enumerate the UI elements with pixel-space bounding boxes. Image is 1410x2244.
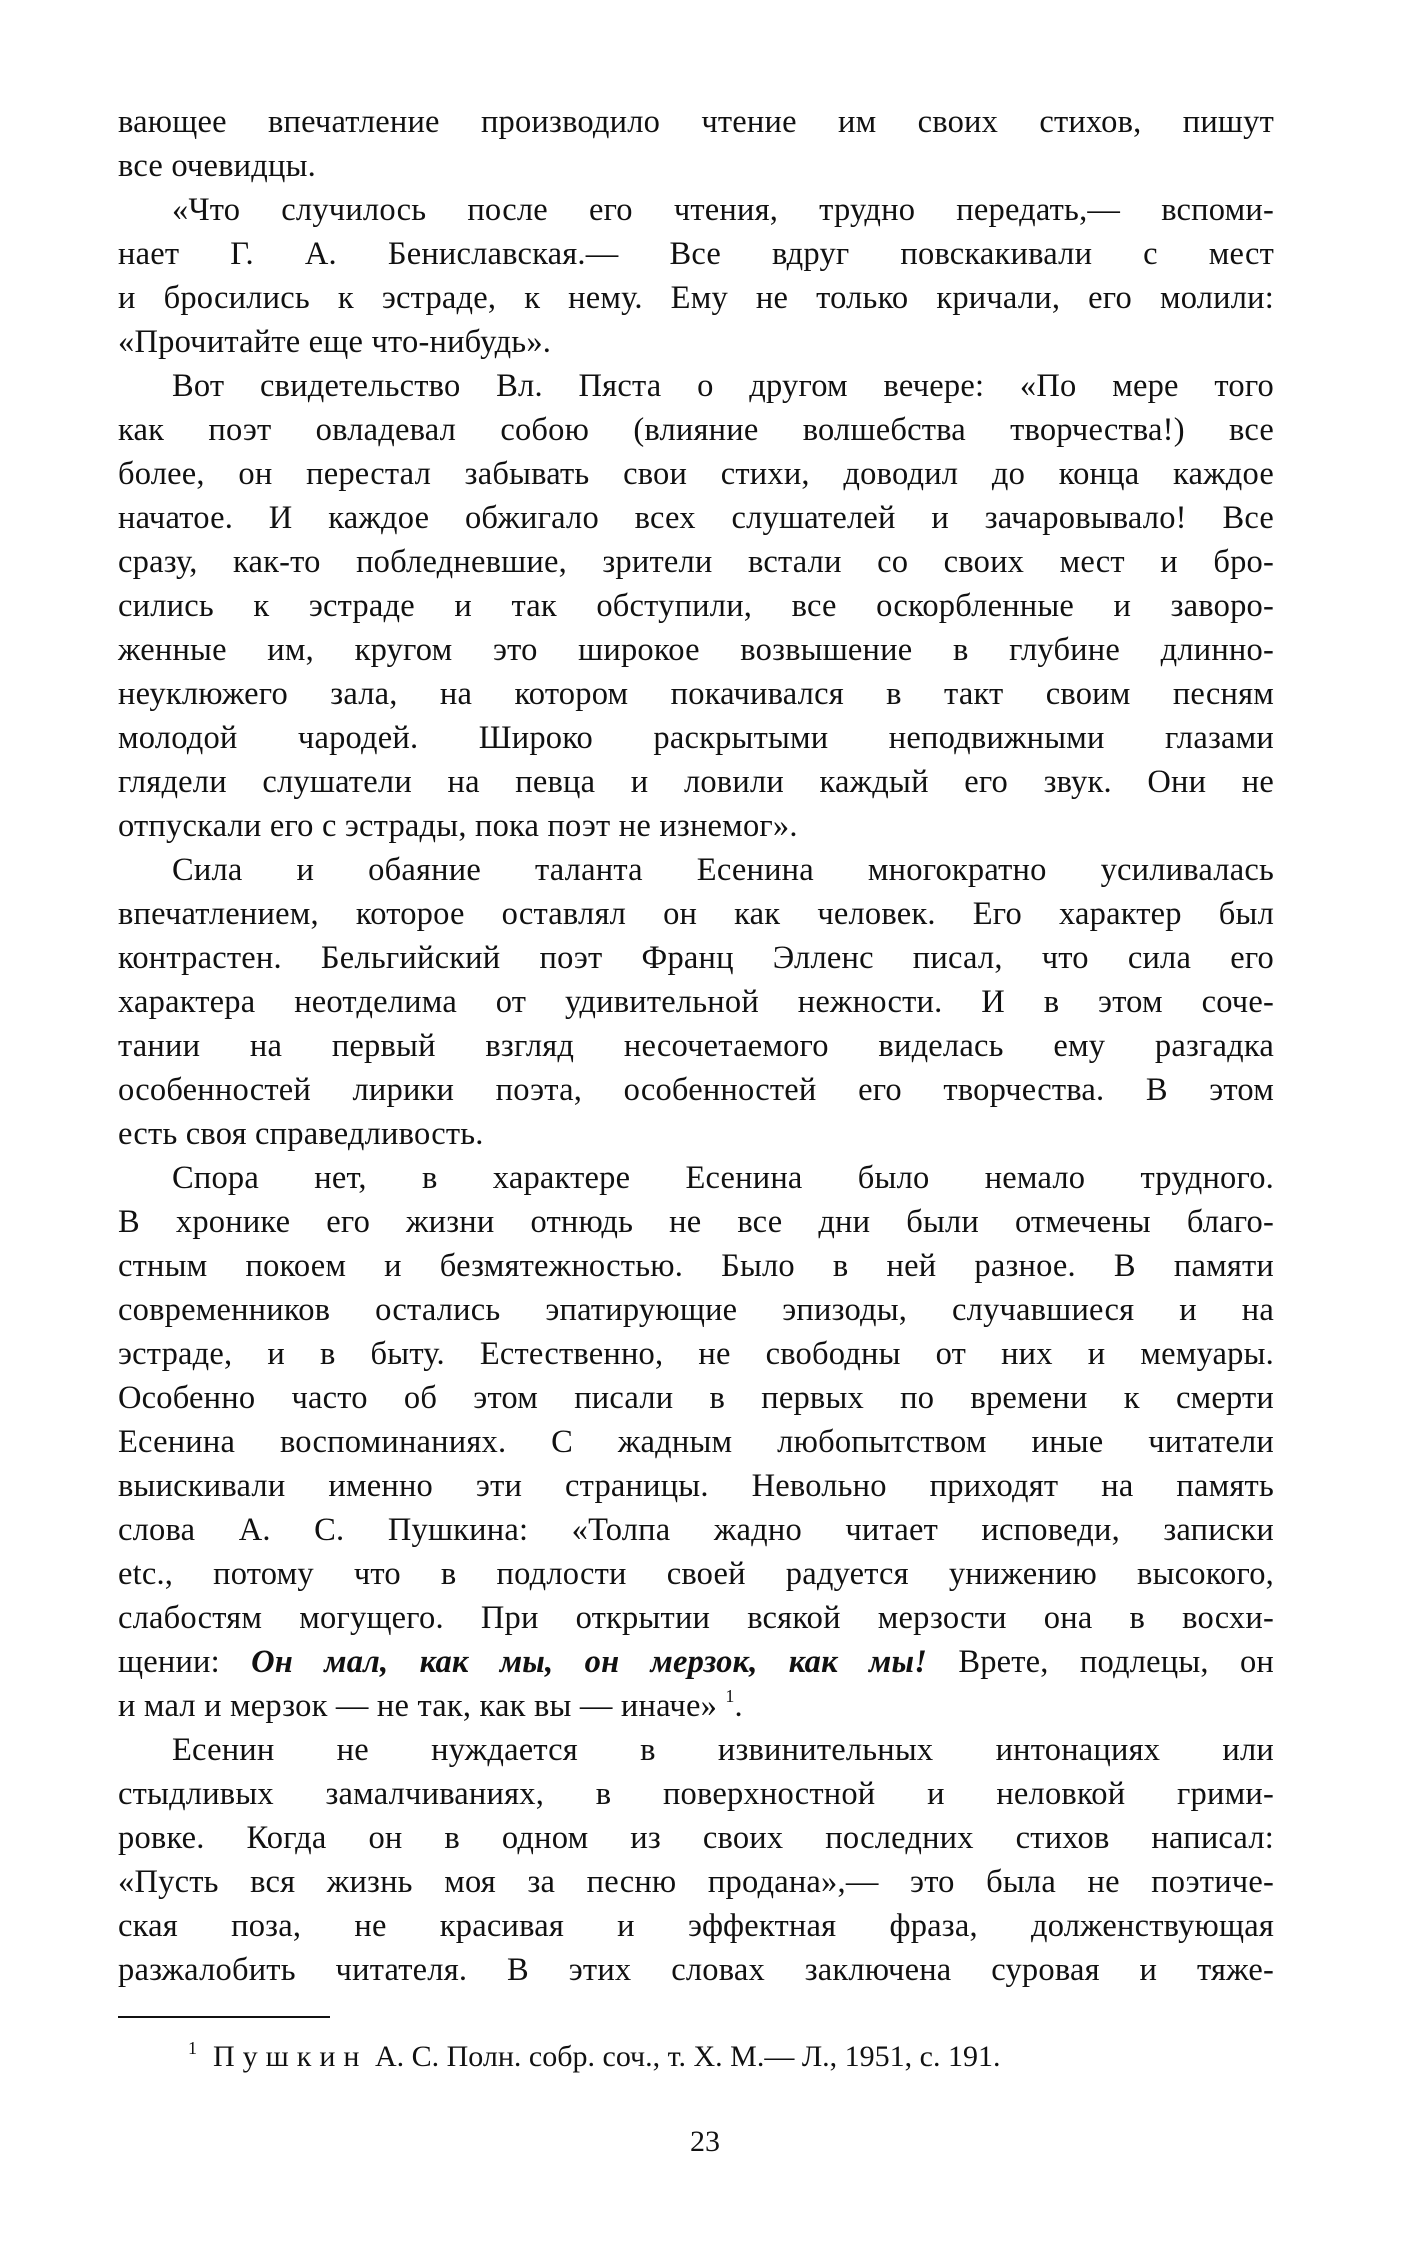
text-line: «Прочитайте еще что-нибудь». [118,324,552,360]
text-line: ская поза, не красивая и эффектная фраза, долженствующая [118,1908,1274,1944]
text-line: Вот свидетельство Вл. Пяста о другом вечере: «По мере того [172,368,1274,404]
text-line: нает Г. А. Бениславская.— Все вдруг повскакивали с мест [118,236,1274,272]
text-line: Спора нет, в характере Есенина было немало трудного. [172,1160,1274,1196]
text-run: Врете, подлецы, он [927,1644,1274,1680]
text-line: Есенин не нуждается в извинительных интонациях или [172,1732,1274,1768]
text-line: есть своя справедливость. [118,1116,484,1152]
footnote-reference: 1 [725,1686,735,1706]
text-line: глядели слушатели на певца и ловили каждый его звук. Они не [118,764,1274,800]
text-line-mixed [118,1684,1274,1728]
text-line: сразу, как-то побледневшие, зрители встали со своих мест и бро- [118,544,1274,580]
footnote [188,2028,1001,2077]
text-line: контрастен. Бельгийский поэт Франц Элленс писал, что сила его [118,940,1274,976]
text-line: Сила и обаяние таланта Есенина многократно усиливалась [172,852,1274,888]
text-line: отпускали его с эстрады, пока поэт не изнемог». [118,808,798,844]
text-line: и бросились к эстраде, к нему. Ему не только кричали, его молили: [118,280,1274,316]
text-line: выискивали именно эти страницы. Невольно приходят на память [118,1468,1274,1504]
text-line-mixed [118,1640,1274,1684]
text-line: слова А. С. Пушкина: «Толпа жадно читает исповеди, записки [118,1512,1274,1548]
footnote-divider [118,2016,330,2018]
text-line: вающее впечатление производило чтение им своих стихов, пишут [118,104,1274,140]
text-line: Есенина воспоминаниях. С жадным любопытством иные читатели [118,1424,1274,1460]
page-body [118,100,1274,1992]
text-line: женные им, кругом это широкое возвышение в глубине длинно- [118,632,1274,668]
text-line: ровке. Когда он в одном из своих последних стихов написал: [118,1820,1274,1856]
text-run: и мал и мерзок — не так, как вы — иначе» [118,1688,726,1724]
text-line: современников остались эпатирующие эпизоды, случавшиеся и на [118,1292,1274,1328]
text-line: «Пусть вся жизнь моя за песню продана»,— это была не поэтиче- [118,1864,1274,1900]
footnote-text: А. С. Полн. собр. соч., т. X. М.— Л., 1951, с. 191. [367,2040,1001,2073]
text-line: Особенно часто об этом писали в первых по времени к смерти [118,1380,1274,1416]
text-line: эстраде, и в быту. Естественно, не свободны от них и мемуары. [118,1336,1274,1372]
text-line: стным покоем и безмятежностью. Было в ней разное. В памяти [118,1248,1274,1284]
italic-quote: Он мал, как мы, он мерзок, как мы! [251,1644,928,1680]
text-line: более, он перестал забывать свои стихи, доводил до конца каждое [118,456,1274,492]
page-number: 23 [690,2125,720,2158]
text-line: разжалобить читателя. В этих словах заключена суровая и тяже- [118,1952,1274,1988]
text-line: особенностей лирики поэта, особенностей его творчества. В этом [118,1072,1274,1108]
text-line: все очевидцы. [118,148,316,184]
text-line: «Что случилось после его чтения, трудно передать,— вспоми- [172,192,1274,228]
text-line: сились к эстраде и так обступили, все оскорбленные и заворо- [118,588,1274,624]
text-line: молодой чародей. Широко раскрытыми неподвижными глазами [118,720,1274,756]
text-line: характера неотделима от удивительной нежности. И в этом соче- [118,984,1274,1020]
footnote-author: Пушкин [213,2040,368,2073]
text-line: как поэт овладевал собою (влияние волшебства творчества!) все [118,412,1274,448]
text-line: начатое. И каждое обжигало всех слушателей и зачаровывало! Все [118,500,1274,536]
text-line: слабостям могущего. При открытии всякой мерзости она в восхи- [118,1600,1274,1636]
text-run: . [734,1688,743,1724]
text-line: стыдливых замалчиваниях, в поверхностной и неловкой грими- [118,1776,1274,1812]
footnote-mark: 1 [188,2038,197,2058]
text-line: etc., потому что в подлости своей радуется унижению высокого, [118,1556,1274,1592]
text-run: щении: [118,1644,252,1680]
text-line: В хронике его жизни отнюдь не все дни были отмечены благо- [118,1204,1274,1240]
text-line: неуклюжего зала, на котором покачивался в такт своим песням [118,676,1274,712]
text-line: тании на первый взгляд несочетаемого виделась ему разгадка [118,1028,1274,1064]
text-line: впечатлением, которое оставлял он как человек. Его характер был [118,896,1274,932]
